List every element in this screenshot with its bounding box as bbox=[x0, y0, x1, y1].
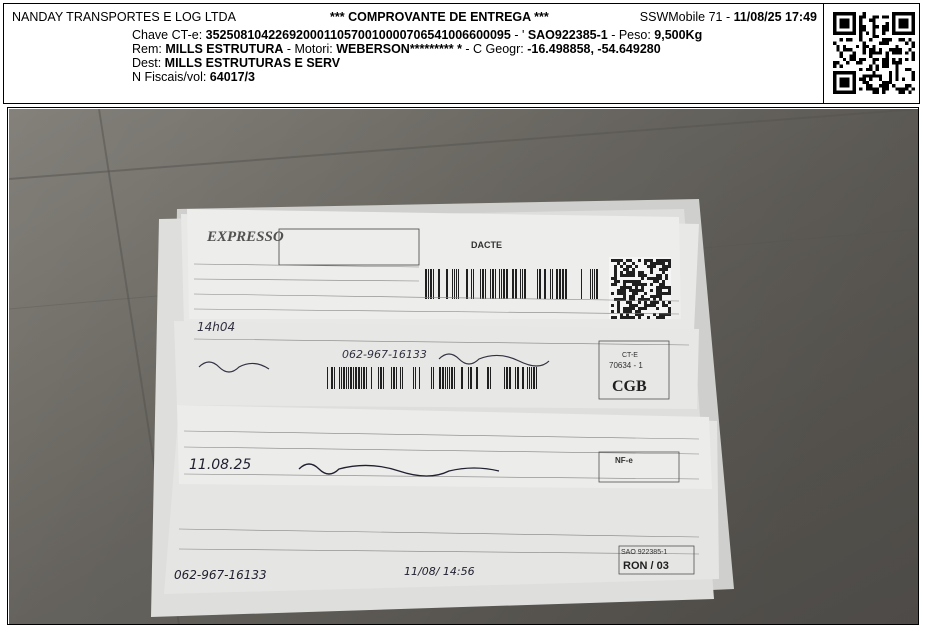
handwritten-datetime: 11/08/ 14:56 bbox=[404, 565, 475, 578]
header-info bbox=[4, 4, 824, 103]
ron-stamp: RON / 03 bbox=[623, 560, 669, 572]
motori-label: - Motori: bbox=[283, 42, 337, 56]
expresso-logo: EXPRESSO bbox=[207, 229, 284, 245]
peso-value: 9,500Kg bbox=[654, 28, 703, 42]
timestamp: 11/08/25 17:49 bbox=[733, 10, 817, 24]
device-label: SSWMobile 71 - bbox=[639, 10, 734, 24]
cgb-stamp: CGB bbox=[612, 378, 647, 395]
rem-line bbox=[132, 42, 661, 57]
nf-label: N Fiscais/vol: bbox=[132, 70, 210, 84]
nf-value: 64017/3 bbox=[209, 70, 255, 84]
qr-code-icon bbox=[833, 12, 915, 94]
handwritten-time: 14h04 bbox=[197, 320, 236, 334]
geo-label: - C Geogr: bbox=[461, 42, 528, 56]
delivery-photo-image bbox=[9, 109, 919, 625]
ref-separator: - ' bbox=[510, 28, 528, 42]
ct-number: 70634 - 1 bbox=[609, 361, 643, 370]
dacte-title: DACTE bbox=[471, 240, 502, 250]
rem-value: MILLS ESTRUTURA bbox=[165, 42, 284, 56]
geo-value: -16.498858, -54.649280 bbox=[527, 42, 661, 56]
nf-line bbox=[132, 70, 255, 85]
header-top-line bbox=[12, 10, 817, 25]
date-stamp: 11.08.25 bbox=[189, 457, 252, 473]
peso-label: - Peso: bbox=[607, 28, 655, 42]
chave-value: 35250810422692000110570010000706541006600095 bbox=[205, 28, 511, 42]
handwritten-code-top: 062-967-16133 bbox=[342, 348, 427, 361]
company-name: NANDAY TRANSPORTES E LOG LTDA bbox=[12, 10, 236, 24]
device-timestamp bbox=[640, 10, 817, 25]
handwritten-code-bottom: 062-967-16133 bbox=[174, 568, 267, 582]
rem-label: Rem: bbox=[132, 42, 166, 56]
ct-label: CT-E bbox=[622, 352, 638, 359]
ref-value: SAO922385-1 bbox=[527, 28, 608, 42]
delivery-photo bbox=[7, 107, 919, 625]
dest-label: Dest: bbox=[132, 56, 165, 70]
chave-label: Chave CT-e: bbox=[132, 28, 206, 42]
delivery-receipt-header bbox=[3, 3, 920, 104]
nfe-label: NF-e bbox=[615, 456, 633, 465]
ref-stamp: SAO 922385-1 bbox=[621, 549, 668, 556]
motori-value: WEBERSON********* * bbox=[336, 42, 462, 56]
chave-line bbox=[132, 28, 702, 43]
document-title: *** COMPROVANTE DE ENTREGA *** bbox=[330, 10, 549, 24]
dest-value: MILLS ESTRUTURAS E SERV bbox=[164, 56, 341, 70]
dest-line bbox=[132, 56, 340, 71]
